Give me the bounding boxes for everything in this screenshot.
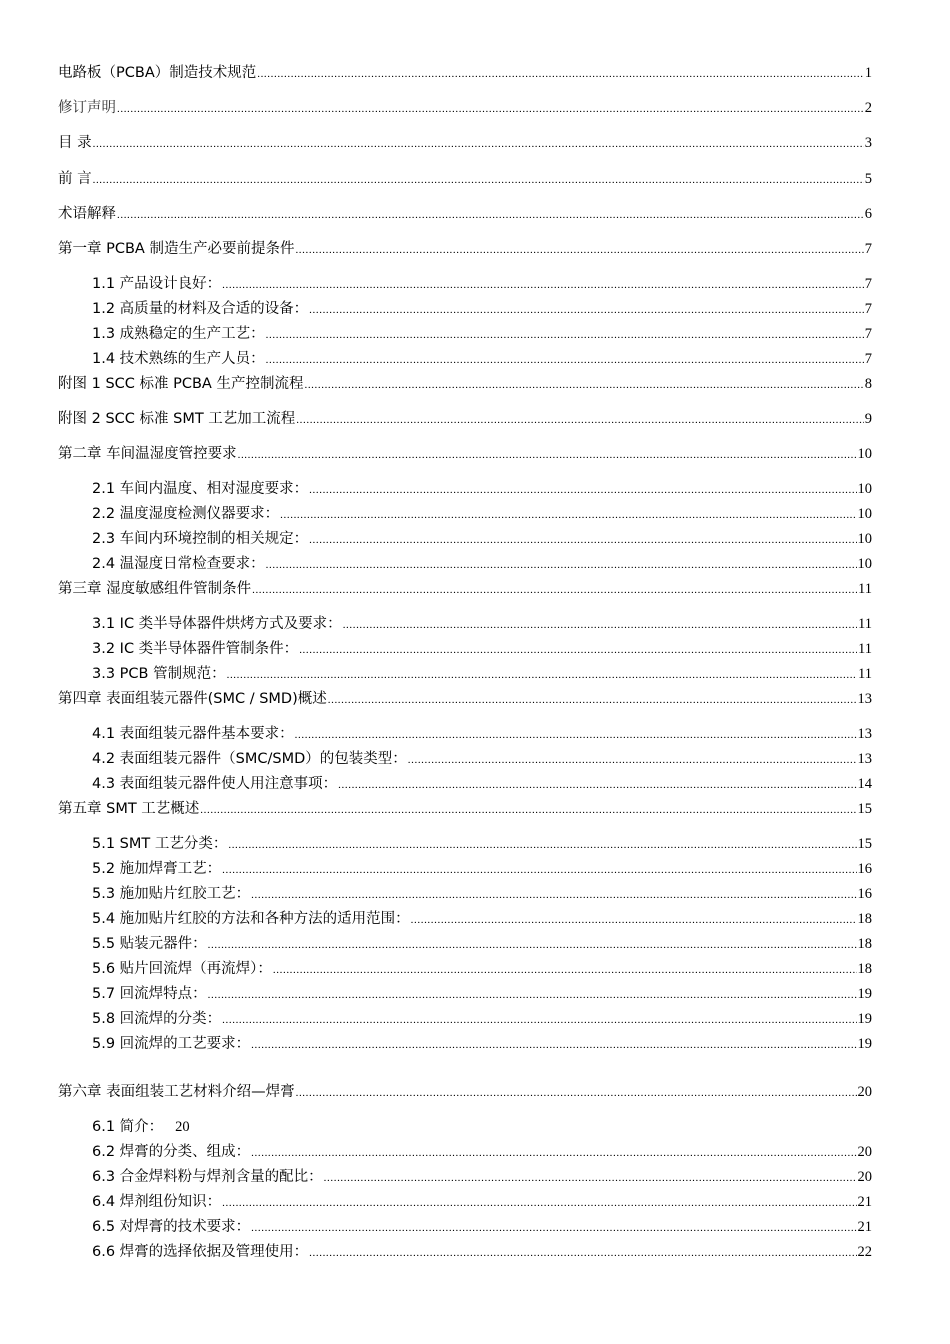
toc-page-number: 11 — [858, 666, 872, 682]
toc-page-number: 16 — [857, 861, 872, 877]
toc-page-number: 19 — [857, 986, 872, 1002]
toc-subentry[interactable] — [92, 275, 872, 294]
toc-entry[interactable] — [58, 134, 872, 153]
toc-entry-title: 6.2 焊膏的分类、组成： — [92, 1144, 251, 1160]
toc-subentry[interactable] — [92, 325, 872, 344]
toc-subentry[interactable] — [92, 750, 872, 769]
toc-subentry[interactable] — [92, 985, 872, 1004]
toc-entry-title: 5.4 施加贴片红胶的方法和各种方法的适用范围： — [92, 911, 410, 927]
toc-page-number: 9 — [864, 411, 872, 427]
toc-dot-leader — [252, 581, 857, 599]
toc-dot-leader — [200, 801, 856, 819]
toc-page-number: 10 — [857, 506, 872, 522]
toc-page-number: 7 — [864, 351, 872, 367]
toc-entry-title: 1.2 高质量的材料及合适的设备： — [92, 301, 309, 317]
toc-entry-title: 1.4 技术熟练的生产人员： — [92, 351, 265, 367]
toc-dot-leader — [309, 301, 864, 319]
toc-subentry[interactable] — [92, 530, 872, 549]
toc-subentry[interactable] — [92, 910, 872, 929]
toc-subentry[interactable] — [92, 300, 872, 319]
toc-subentry[interactable] — [92, 775, 872, 794]
toc-dot-leader — [238, 446, 857, 464]
toc-entry-title: 第二章 车间温湿度管控要求 — [58, 446, 237, 462]
toc-dot-leader — [304, 376, 863, 394]
toc-page-number: 20 — [175, 1119, 190, 1135]
toc-entry[interactable] — [58, 445, 872, 464]
toc-entry-title: 5.7 回流焊特点： — [92, 986, 207, 1002]
toc-dot-leader — [280, 506, 856, 524]
toc-dot-leader — [117, 100, 864, 118]
toc-dot-leader — [266, 351, 864, 369]
toc-subentry[interactable] — [92, 1218, 872, 1237]
toc-dot-leader — [208, 986, 857, 1004]
toc-entry-title: 第五章 SMT 工艺概述 — [58, 801, 200, 817]
toc-entry[interactable] — [58, 240, 872, 259]
toc-page-number: 18 — [857, 936, 872, 952]
toc-entry-title: 5.1 SMT 工艺分类： — [92, 836, 228, 852]
toc-entry-title: 术语解释 — [58, 206, 116, 222]
toc-page-number: 7 — [864, 301, 872, 317]
toc-entry-title: 电路板（PCBA）制造技术规范 — [58, 65, 257, 81]
toc-entry-title: 目 录 — [58, 135, 92, 151]
toc-dot-leader — [343, 616, 857, 634]
toc-page-number: 22 — [857, 1244, 872, 1260]
toc-entry-title: 4.3 表面组装元器件使人用注意事项： — [92, 776, 338, 792]
toc-page-number: 15 — [857, 836, 872, 852]
toc-entry-title: 第六章 表面组装工艺材料介绍—焊膏 — [58, 1084, 295, 1100]
toc-subentry[interactable] — [92, 480, 872, 499]
toc-subentry[interactable] — [92, 615, 872, 634]
toc-page-number: 8 — [864, 376, 872, 392]
toc-entry-title: 4.1 表面组装元器件基本要求： — [92, 726, 294, 742]
toc-dot-leader — [222, 861, 856, 879]
toc-subentry[interactable] — [92, 935, 872, 954]
toc-entry-title: 2.1 车间内温度、相对湿度要求： — [92, 481, 309, 497]
toc-dot-leader — [222, 276, 864, 294]
toc-dot-leader — [93, 171, 864, 189]
toc-page-number: 19 — [857, 1036, 872, 1052]
toc-dot-leader — [295, 241, 863, 259]
toc-entry-title: 6.6 焊膏的选择依据及管理使用： — [92, 1244, 309, 1260]
toc-dot-leader — [257, 65, 864, 83]
toc-dot-leader — [295, 726, 857, 744]
toc-entry-title: 1.3 成熟稳定的生产工艺： — [92, 326, 265, 342]
toc-entry-title: 4.2 表面组装元器件（SMC/SMD）的包装类型： — [92, 751, 407, 767]
toc-entry-title: 6.3 合金焊料粉与焊剂含量的配比： — [92, 1169, 323, 1185]
toc-dot-leader — [408, 751, 857, 769]
toc-entry-title: 1.1 产品设计良好： — [92, 276, 222, 292]
toc-dot-leader — [324, 1169, 857, 1187]
toc-dot-leader — [411, 911, 857, 929]
toc-subentry[interactable] — [92, 960, 872, 979]
toc-entry[interactable] — [58, 99, 872, 118]
toc-dot-leader — [296, 411, 863, 429]
toc-page-number: 7 — [864, 326, 872, 342]
toc-dot-leader — [266, 326, 864, 344]
toc-entry[interactable] — [58, 580, 872, 599]
toc-entry-title: 2.3 车间内环境控制的相关规定： — [92, 531, 309, 547]
toc-subentry[interactable] — [92, 835, 872, 854]
toc-page-number: 10 — [857, 556, 872, 572]
toc-page-number: 11 — [858, 641, 872, 657]
toc-entry-title: 修订声明 — [58, 100, 116, 116]
toc-entry-title: 附图 1 SCC 标准 PCBA 生产控制流程 — [58, 376, 304, 392]
toc-subentry[interactable] — [92, 725, 872, 744]
toc-subentry[interactable] — [92, 505, 872, 524]
toc-page-number: 11 — [858, 581, 872, 597]
toc-page-number: 10 — [857, 446, 872, 462]
toc-page-number: 13 — [857, 751, 872, 767]
toc-subentry[interactable] — [92, 640, 872, 659]
toc-page-number: 5 — [864, 171, 872, 187]
toc-entry-title: 第三章 湿度敏感组件管制条件 — [58, 581, 252, 597]
toc-page-number: 18 — [857, 961, 872, 977]
toc-entry-title: 5.6 贴片回流焊（再流焊）： — [92, 961, 272, 977]
toc-entry[interactable] — [58, 410, 872, 429]
toc-entry-title: 6.1 简介： — [92, 1119, 164, 1135]
toc-page-number: 20 — [857, 1084, 872, 1100]
toc-dot-leader — [309, 481, 856, 499]
toc-dot-leader — [222, 1194, 856, 1212]
toc-entry-title: 3.1 IC 类半导体器件烘烤方式及要求： — [92, 616, 342, 632]
toc-dot-leader — [251, 886, 856, 904]
toc-dot-leader — [228, 836, 856, 854]
toc-subentry[interactable] — [92, 1168, 872, 1187]
toc-page-number: 21 — [857, 1219, 872, 1235]
toc-entry-title: 2.4 温湿度日常检查要求： — [92, 556, 265, 572]
toc-entry[interactable] — [58, 170, 872, 189]
toc-entry-title: 3.2 IC 类半导体器件管制条件： — [92, 641, 299, 657]
toc-dot-leader — [251, 1219, 856, 1237]
toc-entry-title: 5.3 施加贴片红胶工艺： — [92, 886, 251, 902]
toc-entry[interactable] — [58, 375, 872, 394]
toc-subentry[interactable] — [92, 1010, 872, 1029]
toc-page-number: 11 — [858, 616, 872, 632]
toc-entry[interactable] — [58, 205, 872, 224]
toc-entry-title: 5.8 回流焊的分类： — [92, 1011, 222, 1027]
toc-dot-leader — [251, 1144, 856, 1162]
toc-subentry[interactable] — [92, 1193, 872, 1212]
toc-dot-leader — [208, 936, 857, 954]
toc-page-number: 15 — [857, 801, 872, 817]
toc-page-number: 20 — [857, 1169, 872, 1185]
toc-page-number: 14 — [857, 776, 872, 792]
toc-entry[interactable] — [58, 1083, 872, 1102]
toc-dot-leader — [338, 776, 856, 794]
toc-subentry[interactable] — [92, 555, 872, 574]
toc-entry-title: 前 言 — [58, 171, 92, 187]
toc-entry-title: 3.3 PCB 管制规范： — [92, 666, 226, 682]
toc-entry-title: 附图 2 SCC 标准 SMT 工艺加工流程 — [58, 411, 296, 427]
toc-dot-leader — [309, 1244, 856, 1262]
toc-dot-leader — [117, 206, 864, 224]
toc-dot-leader — [273, 961, 857, 979]
toc-dot-leader — [222, 1011, 856, 1029]
toc-entry[interactable] — [58, 64, 872, 83]
toc-page-number: 20 — [857, 1144, 872, 1160]
toc-page-number: 21 — [857, 1194, 872, 1210]
toc-subentry[interactable] — [92, 1143, 872, 1162]
toc-entry-title: 5.9 回流焊的工艺要求： — [92, 1036, 251, 1052]
toc-entry-title: 6.5 对焊膏的技术要求： — [92, 1219, 251, 1235]
toc-entry[interactable] — [58, 800, 872, 819]
toc-dot-leader — [93, 135, 864, 153]
toc-page-number: 7 — [864, 276, 872, 292]
toc-entry-title: 第四章 表面组装元器件(SMC / SMD)概述 — [58, 691, 327, 707]
toc-dot-leader — [227, 666, 857, 684]
toc-dot-leader — [296, 1084, 857, 1102]
toc-subentry[interactable] — [92, 860, 872, 879]
toc-page-number: 19 — [857, 1011, 872, 1027]
toc-entry-title: 6.4 焊剂组份知识： — [92, 1194, 222, 1210]
toc-subentry[interactable] — [92, 1118, 872, 1136]
toc-subentry[interactable] — [92, 1035, 872, 1054]
toc-page-number: 2 — [864, 100, 872, 116]
toc-page-number: 13 — [857, 726, 872, 742]
toc-page-number: 1 — [864, 65, 872, 81]
toc-dot-leader — [309, 531, 856, 549]
toc-entry-title: 5.5 贴装元器件： — [92, 936, 207, 952]
toc-entry[interactable] — [58, 690, 872, 709]
toc-page-number: 16 — [857, 886, 872, 902]
toc-page-number: 13 — [857, 691, 872, 707]
toc-page-number: 10 — [857, 531, 872, 547]
toc-subentry[interactable] — [92, 885, 872, 904]
toc-dot-leader — [266, 556, 857, 574]
toc-page-number: 10 — [857, 481, 872, 497]
toc-page-number: 6 — [864, 206, 872, 222]
toc-dot-leader — [328, 691, 857, 709]
toc-page-number: 3 — [864, 135, 872, 151]
toc-entry-title: 第一章 PCBA 制造生产必要前提条件 — [58, 241, 295, 257]
toc-subentry[interactable] — [92, 350, 872, 369]
toc-subentry[interactable] — [92, 1243, 872, 1262]
toc-page-number: 7 — [864, 241, 872, 257]
toc-entry-title: 2.2 温度湿度检测仪器要求： — [92, 506, 280, 522]
toc-dot-leader — [299, 641, 857, 659]
toc-page-number: 18 — [857, 911, 872, 927]
toc-subentry[interactable] — [92, 665, 872, 684]
toc-entry-title: 5.2 施加焊膏工艺： — [92, 861, 222, 877]
toc-dot-leader — [251, 1036, 856, 1054]
